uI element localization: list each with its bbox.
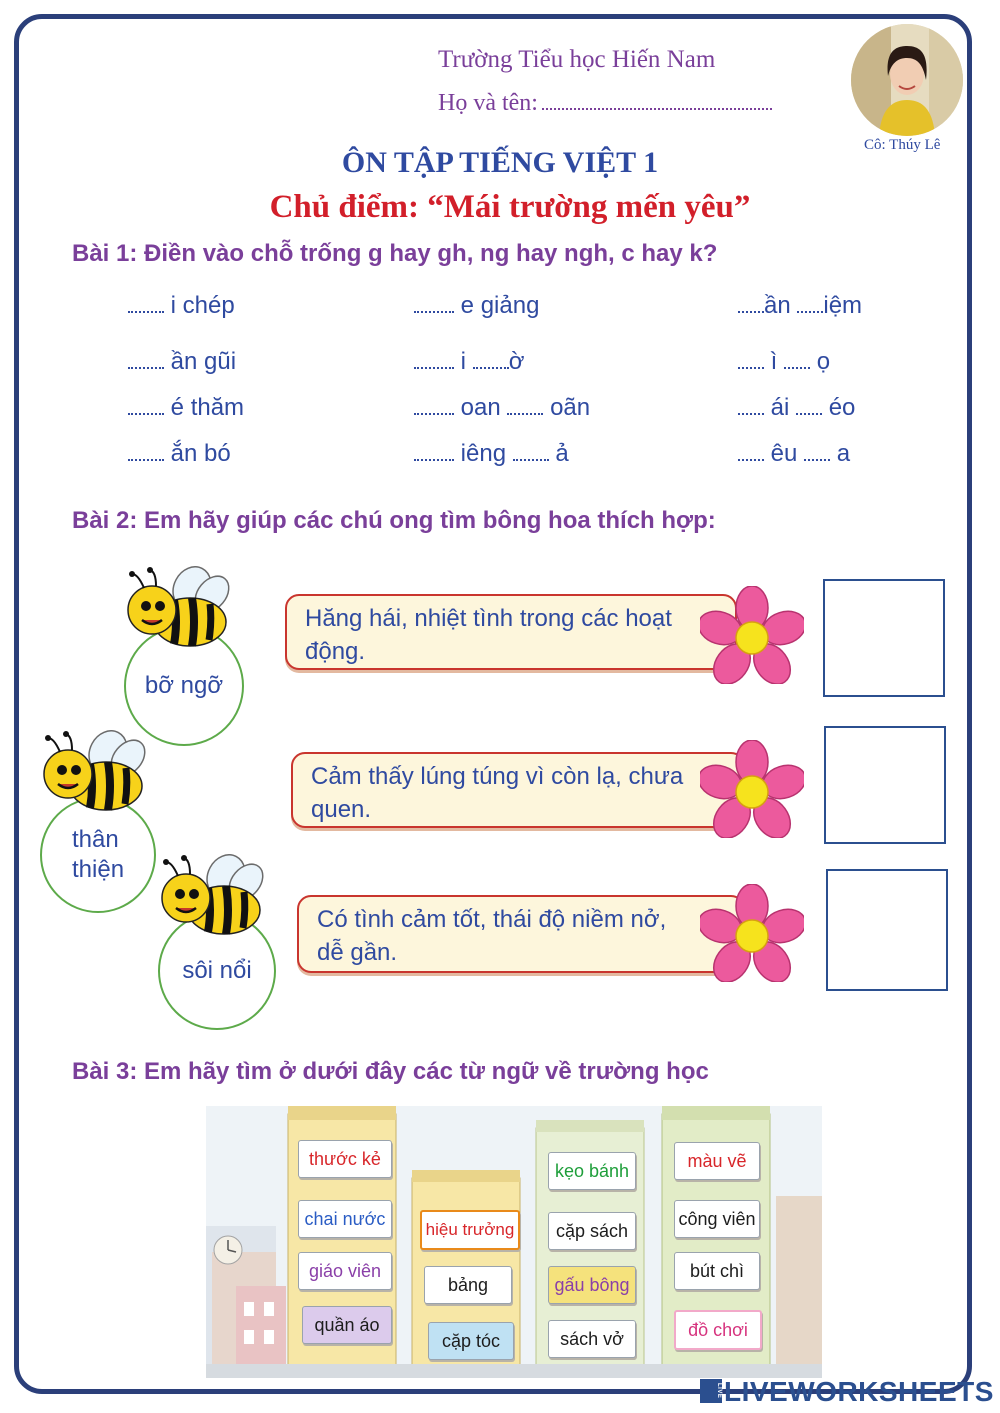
name-label: Họ và tên:	[438, 90, 538, 116]
page-subtitle: Chủ điểm: “Mái trường mến yêu”	[269, 189, 751, 225]
flower-card	[291, 752, 745, 828]
teacher-avatar	[851, 24, 963, 136]
school-name: Trường Tiểu học Hiến Nam	[438, 46, 716, 73]
bee-icon	[36, 730, 148, 814]
word-card[interactable]: thước kẻ	[298, 1140, 392, 1178]
fill-text: ờ	[508, 348, 525, 375]
liveworksheets-logo	[700, 1376, 994, 1408]
fill-item	[738, 292, 862, 320]
word-card[interactable]: kẹo bánh	[548, 1152, 636, 1190]
page-title: ÔN TẬP TIẾNG VIỆT 1	[341, 146, 659, 179]
exercise-1-heading: Bài 1: Điền vào chỗ trống g hay gh, ng hay ngh, c hay k?	[72, 240, 718, 267]
bee-icon	[120, 566, 232, 650]
live-badge-icon: LIVE	[700, 1379, 722, 1403]
blank[interactable]	[128, 297, 164, 313]
fill-text: ả	[555, 440, 569, 467]
word-card[interactable]: cặp sách	[548, 1212, 636, 1250]
word-card[interactable]: công viên	[674, 1200, 760, 1238]
card-text: Hăng hái, nhiệt tình trong các hoạt động.	[305, 605, 672, 665]
card-text: Có tình cảm tốt, thái độ niềm nở, dễ gần.	[317, 906, 667, 966]
fill-item	[738, 440, 850, 468]
bee-word: thân thiện	[72, 826, 125, 883]
fill-item	[414, 440, 569, 468]
blank[interactable]	[507, 399, 543, 415]
fill-item	[128, 348, 236, 376]
fill-item	[128, 440, 231, 468]
fill-text: éo	[828, 394, 856, 421]
blank[interactable]	[804, 445, 830, 461]
word-card[interactable]: gấu bông	[548, 1266, 636, 1304]
word-card[interactable]: bút chì	[674, 1252, 760, 1290]
fill-text: oãn	[550, 394, 591, 421]
blank[interactable]	[738, 353, 764, 369]
blank[interactable]	[128, 353, 164, 369]
fill-text: ần	[764, 292, 791, 319]
fill-text: i chép	[170, 292, 235, 319]
fill-text: iêng	[460, 440, 507, 467]
card-text: Cảm thấy lúng túng vì còn lạ, chưa quen.	[311, 763, 684, 823]
student-name-field[interactable]	[438, 90, 772, 117]
fill-item	[414, 292, 539, 320]
fill-text: ọ	[816, 348, 831, 375]
blank[interactable]	[738, 399, 764, 415]
blank[interactable]	[797, 297, 823, 313]
blank[interactable]	[784, 353, 810, 369]
fill-text: oan	[460, 394, 501, 421]
answer-box[interactable]	[823, 579, 945, 697]
flower-icon	[700, 740, 804, 838]
fill-text: iệm	[823, 292, 863, 319]
blank[interactable]	[414, 399, 454, 415]
fill-text: ắn bó	[170, 440, 231, 467]
fill-text: a	[836, 440, 851, 467]
fill-text: ần gũi	[170, 348, 237, 375]
word-card[interactable]: màu vẽ	[674, 1142, 760, 1180]
word-card[interactable]: giáo viên	[298, 1252, 392, 1290]
school-scene	[206, 1106, 822, 1378]
teacher-photo-icon	[851, 24, 963, 136]
blank[interactable]	[414, 445, 454, 461]
bee-word-bubble[interactable]	[40, 797, 156, 913]
bee-icon	[154, 854, 266, 938]
fill-item	[128, 292, 235, 320]
blank[interactable]	[128, 445, 164, 461]
bee-word: sôi nổi	[182, 957, 252, 984]
fill-text: e giảng	[460, 292, 540, 319]
flower-card	[285, 594, 737, 670]
blank[interactable]	[738, 445, 764, 461]
word-card[interactable]: bảng	[424, 1266, 512, 1304]
blank[interactable]	[414, 297, 454, 313]
flower-card	[297, 895, 745, 973]
fill-text: êu	[770, 440, 798, 467]
blank[interactable]	[738, 297, 764, 313]
word-card[interactable]: chai nước	[298, 1200, 392, 1238]
blank[interactable]	[473, 353, 509, 369]
word-card[interactable]: hiệu trưởng	[420, 1210, 520, 1250]
flower-icon	[700, 586, 804, 684]
blank[interactable]	[414, 353, 454, 369]
word-card[interactable]: đồ chơi	[674, 1310, 762, 1350]
name-blank[interactable]	[542, 94, 772, 110]
blank[interactable]	[513, 445, 549, 461]
blank[interactable]	[128, 399, 164, 415]
fill-text: ì	[770, 348, 778, 375]
fill-text: é thăm	[170, 394, 245, 421]
answer-box[interactable]	[826, 869, 948, 991]
fill-item	[128, 394, 244, 422]
bee-word: bỡ ngỡ	[144, 672, 224, 699]
fill-text: ái	[770, 394, 790, 421]
exercise-3-heading: Bài 3: Em hãy tìm ở dưới đây các từ ngữ về trường học	[72, 1058, 709, 1085]
answer-box[interactable]	[824, 726, 946, 844]
word-card[interactable]: cặp tóc	[428, 1322, 514, 1360]
fill-text: i	[460, 348, 467, 375]
teacher-name: Cô: Thúy Lê	[864, 137, 941, 153]
fill-item	[738, 348, 830, 376]
word-card[interactable]: quần áo	[302, 1306, 392, 1344]
blank[interactable]	[796, 399, 822, 415]
flower-icon	[700, 884, 804, 982]
brand-text: LIVEWORKSHEETS	[724, 1376, 994, 1407]
word-card[interactable]: sách vở	[548, 1320, 636, 1358]
fill-item	[738, 394, 855, 422]
fill-item	[414, 348, 524, 376]
fill-item	[414, 394, 590, 422]
exercise-2-heading: Bài 2: Em hãy giúp các chú ong tìm bông hoa thích hợp:	[72, 507, 716, 534]
